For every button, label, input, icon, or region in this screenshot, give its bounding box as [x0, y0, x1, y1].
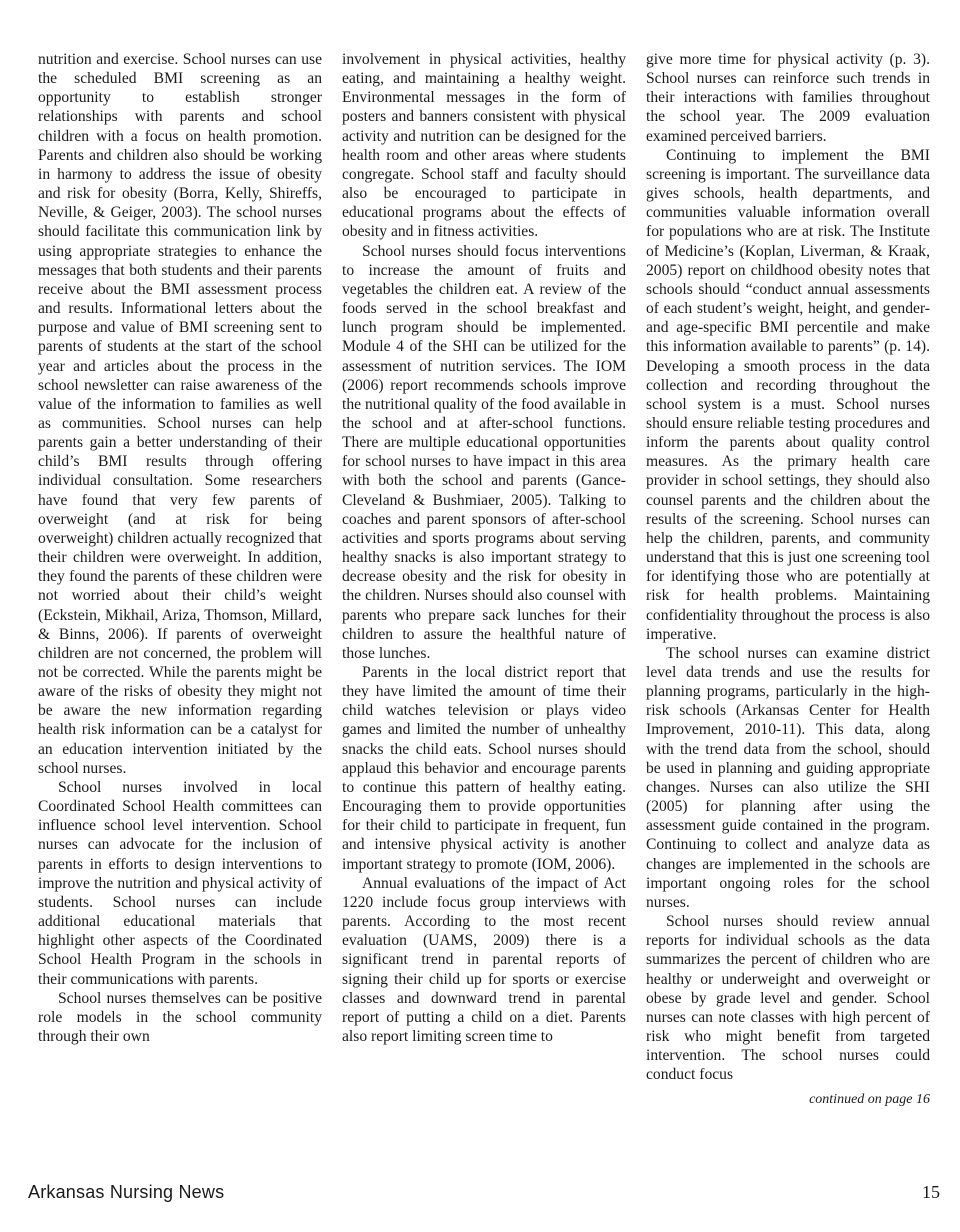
continued-note: continued on page 16: [809, 1092, 930, 1108]
paragraph: School nurses should focus interventions to increase the amount of fruits and vegetables the children eat. A review of the foods served in the school breakfast and lunch program should be implemented. Module 4 of the SHI can be utilized for the assessment of nutrition services. The IOM (2006) report recommends schools improve the nutritional quality of the food available in the school and at after-school functions. There are multiple educational opportunities for school nurses to have impact in this area with both the school and parents (Gance-Cleveland & Bushmiaer, 2005). Talking to coaches and parent sponsors of after-school activities and sports programs about serving healthy snacks is also important strategy to decrease obesity and the risk for obesity in the children. Nurses should also counsel with parents who prepare sack lunches for their children to assure the healthful nature of those lunches.: [342, 242, 626, 662]
page-footer: [28, 1182, 940, 1203]
paragraph: School nurses involved in local Coordinated School Health committees can influence school level intervention. School nurses can advocate for the inclusion of parents in efforts to design interventions to improve the nutrition and physical activity of students. School nurses can include additional educational materials that highlight other aspects of the Coordinated School Health Program in the schools in their communications with parents.: [38, 778, 322, 988]
paragraph: The school nurses can examine district level data trends and use the results for planning programs, particularly in the high-risk schools (Arkansas Center for Health Improvement, 2010-11). This data, along with the trend data from the school, should be used in planning and guiding appropriate changes. Nurses can also utilize the SHI (2005) for planning after using the assessment guide contained in the program. Continuing to collect and analyze data as changes are implemented in the schools are important ongoing roles for the school nurses.: [646, 644, 930, 911]
paragraph: Annual evaluations of the impact of Act 1220 include focus group interviews with parents. According to the most recent evaluation (UAMS, 2009) there is a significant trend in parental reports of signing their child up for sports or exercise classes and downward trend in parental report of putting a child on a diet. Parents also report limiting screen time to: [342, 874, 626, 1045]
paragraph: involvement in physical activities, healthy eating, and maintaining a healthy weight. Environmental messages in the form of posters and banners consistent with physical activity and nutrition can be designed for the health room and other areas where students congregate. School staff and faculty should also be encouraged to participate in educational programs about the effects of obesity and in fitness activities.: [342, 51, 626, 241]
paragraph: Continuing to implement the BMI screening is important. The surveillance data gives schools, health departments, and communities valuable information overall for populations who are at risk. The Institute of Medicine’s (Koplan, Liverman, & Kraak, 2005) report on childhood obesity notes that schools should “conduct annual assessments of each student’s weight, height, and gender- and age-specific BMI percentile and make this information available to parents” (p. 14). Developing a smooth process in the data collection and recording throughout the school system is a must. School nurses should ensure reliable testing procedures and inform the parents about quality control measures. As the primary health care provider in school settings, they should also counsel parents and the children about the results of the screening. School nurses can help the children, parents, and community understand that this is just one screening tool for identifying those who are potentially at risk for health problems. Maintaining confidentiality throughout the process is also imperative.: [646, 146, 930, 643]
column-1: [38, 50, 322, 1175]
paragraph: nutrition and exercise. School nurses can use the scheduled BMI screening as an opportunity to establish stronger relationships with parents and school children with a focus on health promotion. Parents and children also should be working in harmony to address the issue of obesity and risk for obesity (Borra, Kelly, Shireffs, Neville, & Geiger, 2003). The school nurses should facilitate this communication link by using appropriate strategies to enhance the messages that both students and their parents receive about the BMI assessment process and results. Informational letters about the purpose and value of BMI screening sent to parents of students at the start of the school year and articles about the process in the school newsletter can raise awareness of the value of the information to families as well as communities. School nurses can help parents gain a better understanding of their child’s BMI results through offering individual consultation. Some researchers have found that very few parents of overweight (and at risk for being overweight) children actually recognized that their children were overweight. In addition, they found the parents of these children were not worried about their child’s weight (Eckstein, Mikhail, Ariza, Thomson, Millard, & Binns, 2006). If parents of overweight children are not concerned, the problem will not be corrected. While the parents might be aware of the risks of obesity they might not be aware the new information regarding health risk information can be a catalyst for an education intervention initiated by the school nurses.: [38, 51, 322, 777]
page-number: 15: [922, 1182, 940, 1202]
paragraph: Parents in the local district report that they have limited the amount of time their child watches television or plays video games and limited the number of unhealthy snacks the child eats. School nurses should applaud this behavior and encourage parents to continue this pattern of healthy eating. Encouraging them to provide opportunities for their child to participate in frequent, fun and intensive physical activity is another important strategy to promote (IOM, 2006).: [342, 664, 626, 873]
column-2: [342, 50, 626, 1175]
column-3: [646, 50, 930, 1175]
paragraph: School nurses themselves can be positive role models in the school community through their own: [38, 989, 322, 1045]
article-body: [38, 50, 930, 1175]
paragraph: School nurses should review annual reports for individual schools as the data summarizes the percent of children who are healthy or underweight and overweight or obese by grade level and gender. School nurses can note classes with high percent of risk who might benefit from targeted intervention. The school nurses could conduct focus: [646, 913, 930, 1084]
paragraph: give more time for physical activity (p. 3). School nurses can reinforce such trends in their interactions with families throughout the school year. The 2009 evaluation examined perceived barriers.: [646, 51, 930, 145]
publication-name: Arkansas Nursing News: [28, 1182, 225, 1202]
